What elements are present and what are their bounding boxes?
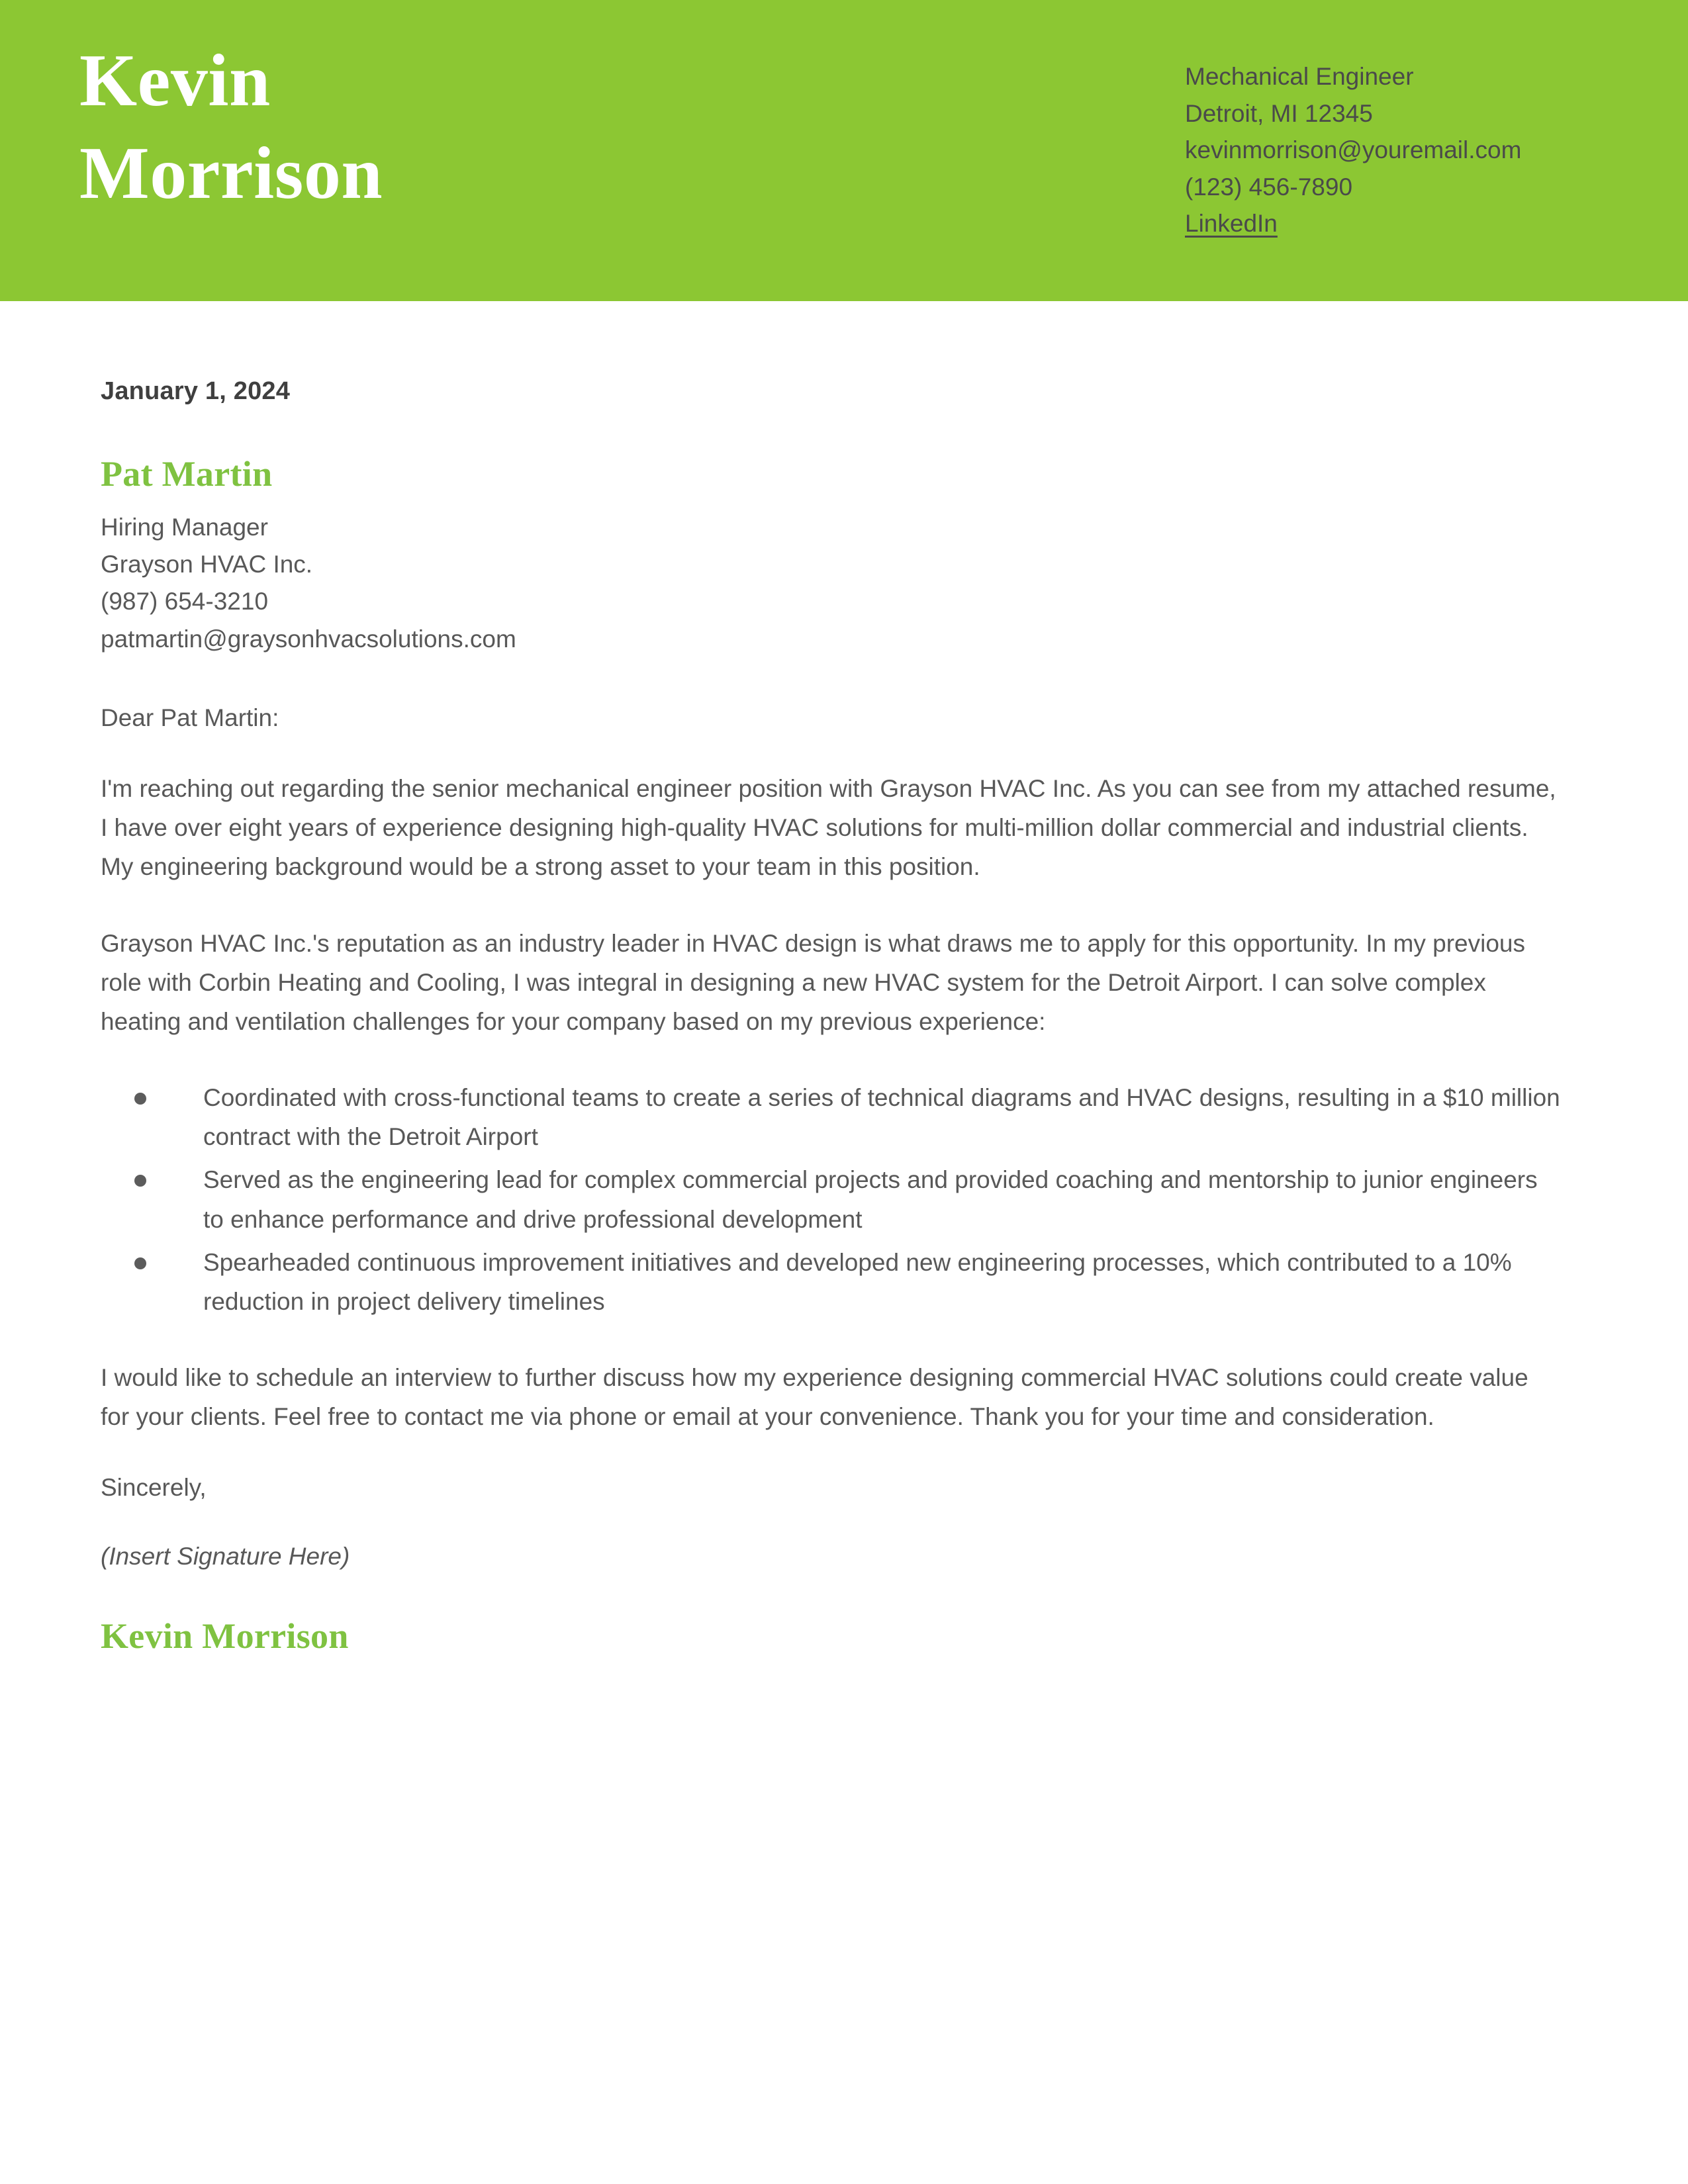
- linkedin-link[interactable]: LinkedIn: [1185, 210, 1278, 237]
- recipient-name: Pat Martin: [101, 454, 273, 494]
- achievement-list: [101, 1078, 1560, 1321]
- letter-body: [101, 377, 1560, 1657]
- applicant-contact-block: [1185, 58, 1648, 242]
- bullet-icon: [134, 1175, 146, 1187]
- applicant-phone: (123) 456-7890: [1185, 173, 1353, 201]
- closing-salutation: Sincerely,: [101, 1473, 207, 1501]
- list-item: [101, 1160, 1560, 1238]
- recipient-details: [101, 509, 1560, 658]
- applicant-location: Detroit, MI 12345: [1185, 99, 1373, 127]
- achievement-text: Coordinated with cross-functional teams to create a series of technical diagrams and HVAC designs, resulting in a $10 million contract with the Detroit Airport: [203, 1084, 1560, 1151]
- applicant-first-name: Kevin: [79, 40, 271, 122]
- applicant-email: kevinmorrison@youremail.com: [1185, 136, 1522, 163]
- recipient-email: patmartin@graysonhvacsolutions.com: [101, 625, 516, 653]
- signature-placeholder: (Insert Signature Here): [101, 1542, 350, 1570]
- list-item: [101, 1078, 1560, 1156]
- applicant-last-name: Morrison: [79, 132, 383, 214]
- recipient-phone: (987) 654-3210: [101, 588, 269, 615]
- letter-date: January 1, 2024: [101, 377, 291, 405]
- header-band: [0, 0, 1688, 301]
- bullet-icon: [134, 1257, 146, 1269]
- achievement-text: Served as the engineering lead for complex commercial projects and provided coaching and mentorship to junior engineers to enhance performance and drive professional development: [203, 1166, 1538, 1233]
- body-paragraph-3: I would like to schedule an interview to further discuss how my experience designing commercial HVAC solutions could create value for your clients. Feel free to contact me via phone or email at your convenience. Thank you for your time and consideration.: [101, 1364, 1528, 1431]
- achievement-text: Spearheaded continuous improvement initiatives and developed new engineering processes, which contributed to a 10% reduction in project delivery timelines: [203, 1248, 1512, 1315]
- bullet-icon: [134, 1093, 146, 1105]
- body-paragraph-2: Grayson HVAC Inc.'s reputation as an industry leader in HVAC design is what draws me to apply for this opportunity. In my previous role with Corbin Heating and Cooling, I was integral in designing a new HVAC system for the Detroit Airport. I can solve complex heating and ventilation challenges for your company based on my previous experience:: [101, 929, 1525, 1035]
- signature-name: Kevin Morrison: [101, 1615, 349, 1656]
- recipient-title: Hiring Manager: [101, 514, 268, 541]
- recipient-company: Grayson HVAC Inc.: [101, 551, 313, 578]
- list-item: [101, 1243, 1560, 1321]
- salutation: Dear Pat Martin:: [101, 704, 279, 731]
- applicant-name: [79, 34, 808, 220]
- body-paragraph-1: I'm reaching out regarding the senior mechanical engineer position with Grayson HVAC Inc. As you can see from my attached resume, I have over eight years of experience designing high-quality HVAC solutions for multi-million dollar commercial and industrial clients. My engineering background would be a strong asset to your team in this position.: [101, 774, 1556, 881]
- applicant-job-title: Mechanical Engineer: [1185, 63, 1414, 90]
